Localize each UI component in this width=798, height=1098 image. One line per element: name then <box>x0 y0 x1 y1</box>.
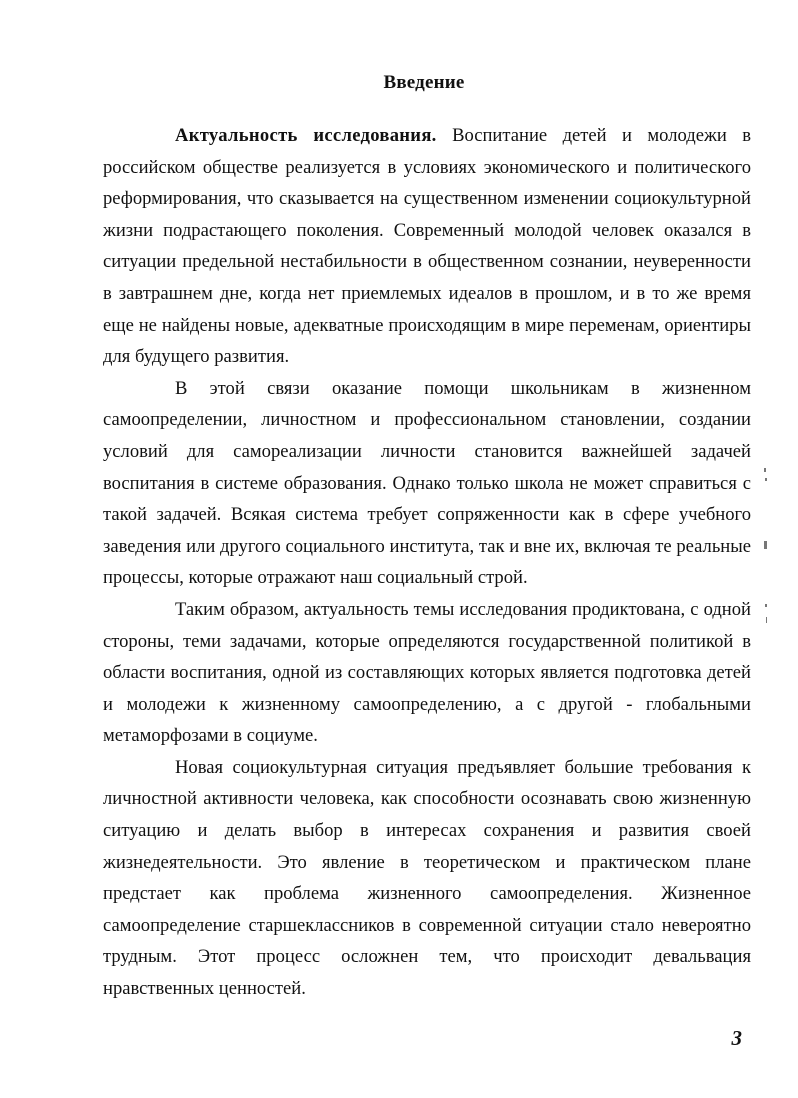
body-text <box>103 120 751 1005</box>
paragraph-conclusion: Таким образом, актуальность темы исследования продиктована, с одной стороны, теми задачами, которые определяются государственной политикой в области воспитания, одной из составляющих которых является подготовка детей и молодежи к жизненному самоопределению, а с другой - глобальными метаморфозами в социуме. <box>103 598 751 747</box>
section-heading: Введение <box>383 72 465 93</box>
page-number: 3 <box>731 1026 742 1050</box>
paragraph-lead: Актуальность исследования. <box>175 125 437 146</box>
paragraph-text: Воспитание детей и молодежи в российском обществе реализуется в условиях экономического и политического реформирования, что сказывается на существенном изменении социокультурной жизни подрастающего поколения. Современный молодой человек оказался в ситуации предельной нестабильности в общественном сознании, неуверенности в завтрашнем дне, когда нет приемлемых идеалов в прошлом, и в то же время еще не найдены новые, адекватные происходящим в мире переменам, ориентиры для будущего развития. <box>103 125 751 368</box>
scan-artifact-mark <box>766 617 767 623</box>
paragraph-new-situation: Новая социокультурная ситуация предъявляет большие требования к личностной активности человека, как способности осознавать свою жизненную ситуацию и делать выбор в интересах сохранения и развития своей жизнедеятельности. Это явление в теоретическом и практическом плане предстает как проблема жизненного самоопределения. Жизненное самоопределение старшеклассников в современной ситуации стало невероятно трудным. Этот процесс осложнен тем, что происходит девальвация нравственных ценностей. <box>103 756 751 1000</box>
scan-artifact-mark <box>764 468 766 472</box>
scan-artifact-mark <box>765 604 767 607</box>
scan-artifact-mark <box>765 478 767 481</box>
paragraph-school-help: В этой связи оказание помощи школьникам в жизненном самоопределении, личностном и профессиональном становлении, создании условий для самореализации личности становится важнейшей задачей воспитания в системе образования. Однако только школа не может справиться с такой задачей. Всякая система требует сопряженности как в сфере учебного заведения или другого социального института, так и вне их, включая те реальные процессы, которые отражают наш социальный строй. <box>103 377 751 589</box>
scan-artifact-mark <box>764 541 767 549</box>
paragraph-relevance <box>103 120 751 373</box>
